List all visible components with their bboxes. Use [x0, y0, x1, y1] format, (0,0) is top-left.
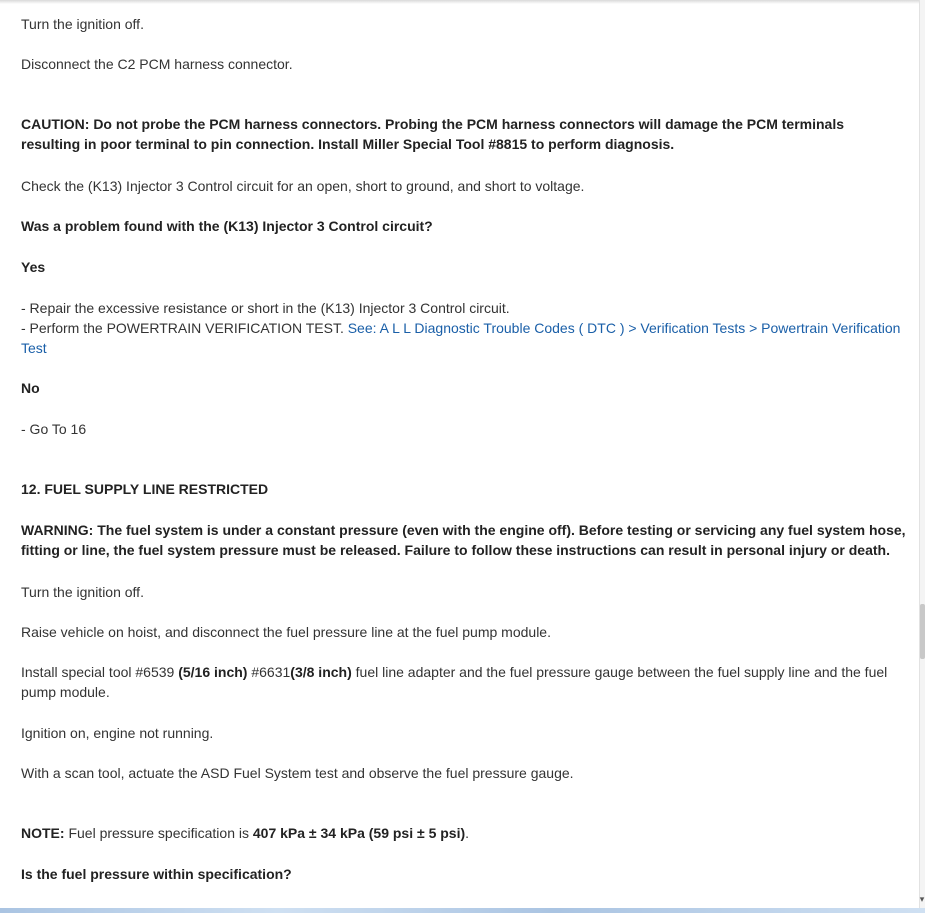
yes-list: [21, 298, 906, 358]
yes-heading: Yes: [21, 259, 46, 275]
step-text: Check the (K13) Injector 3 Control circuit for an open, short to ground, and short to voltage.: [21, 178, 585, 194]
section-heading: 12. FUEL SUPPLY LINE RESTRICTED: [21, 481, 269, 497]
vertical-scrollbar[interactable]: [919, 0, 925, 908]
step-text: Ignition on, engine not running.: [21, 725, 214, 741]
step-text: Turn the ignition off.: [21, 16, 144, 32]
scrollbar-thumb[interactable]: [920, 604, 925, 659]
verification-test-link[interactable]: See: A L L Diagnostic Trouble Codes ( DTC ) > Verification Tests > Powertrain Verification Test: [21, 320, 901, 356]
list-item: - Repair the excessive resistance or short in the (K13) Injector 3 Control circuit.: [21, 300, 510, 316]
step-text: With a scan tool, actuate the ASD Fuel System test and observe the fuel pressure gauge.: [21, 765, 574, 781]
caution-text: CAUTION: Do not probe the PCM harness connectors. Probing the PCM harness connectors will damage the PCM terminals resulting in poor terminal to pin connection. Install Miller Special Tool #8815 to perform diagnosis.: [21, 116, 845, 152]
top-shadow: [0, 0, 920, 4]
list-item: - Go To 16: [21, 421, 87, 437]
question-text: Is the fuel pressure within specification?: [21, 866, 292, 882]
warning-text: WARNING: The fuel system is under a constant pressure (even with the engine off). Before testing or servicing any fuel system hose, fitting or line, the fuel system pressure must be released. Failure to follow these instructions can result in personal injury or death.: [21, 522, 906, 558]
step-text: Disconnect the C2 PCM harness connector.: [21, 56, 293, 72]
step-text: Raise vehicle on hoist, and disconnect the fuel pressure line at the fuel pump module.: [21, 624, 551, 640]
list-item: - Perform the POWERTRAIN VERIFICATION TEST. See: A L L Diagnostic Trouble Codes ( DTC ) > Verification Tests > Powertrain Verification Test: [21, 320, 901, 356]
note-text: NOTE: Fuel pressure specification is 407 kPa ± 34 kPa (59 psi ± 5 psi).: [21, 825, 470, 841]
bottom-status-bar: [0, 908, 925, 913]
step-text: Turn the ignition off.: [21, 584, 144, 600]
step-text: Install special tool #6539 (5/16 inch) #6631(3/8 inch) fuel line adapter and the fuel pressure gauge between the fuel supply line and the fuel pump module.: [21, 664, 888, 700]
question-text: Was a problem found with the (K13) Injector 3 Control circuit?: [21, 218, 433, 234]
no-heading: No: [21, 380, 40, 396]
scroll-down-arrow-icon[interactable]: ▾: [919, 894, 925, 904]
